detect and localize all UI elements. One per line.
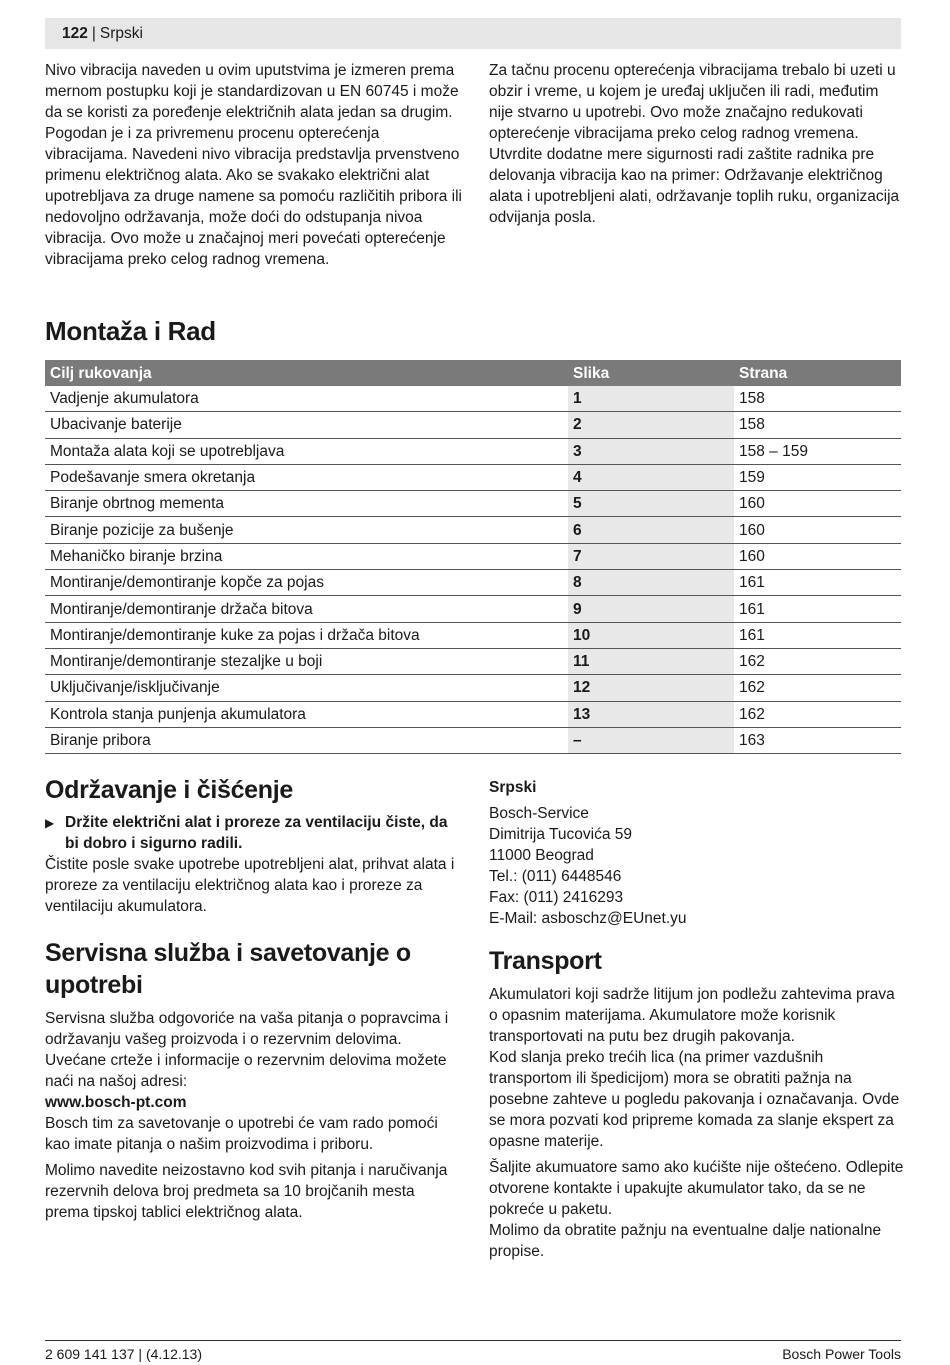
table-row — [45, 517, 901, 543]
cell-figure: 4 — [568, 464, 734, 490]
cell-goal: Montiranje/demontiranje stezaljke u boji — [45, 648, 568, 674]
address-fax: Fax: (011) 2416293 — [489, 889, 624, 906]
cell-goal: Biranje obrtnog mementa — [45, 491, 568, 517]
cell-page: 160 — [734, 491, 901, 517]
table-row — [45, 648, 901, 674]
cell-goal: Biranje pribora — [45, 727, 568, 753]
column-header-goal: Cilj rukovanja — [45, 360, 568, 386]
page-number: 122 — [62, 25, 88, 42]
cell-goal: Biranje pozicije za bušenje — [45, 517, 568, 543]
address-line: Bosch-Service — [489, 805, 589, 822]
servis-title: Servisna služba i savetovanje o upotrebi — [45, 939, 411, 999]
cell-page: 161 — [734, 622, 901, 648]
safety-bullet — [45, 812, 460, 854]
table-row — [45, 570, 901, 596]
montaza-title: Montaža i Rad — [45, 316, 216, 346]
cell-figure: 3 — [568, 438, 734, 464]
cell-figure: 7 — [568, 543, 734, 569]
vibration-paragraph-right: Za tačnu procenu opterećenja vibracijama trebalo bi uzeti u obzir i vreme, u kojem je uređaj uključen ili radi, međutim nije stvarno u upotrebi. Ovo može značajno redukovati opterećenje vibracijama preko celog radnog vremena. Utvrdite dodatne mere sigurnosti radi zaštite radnika pre delovanja vibracija kao na primer: Održavanje električnog alata i upotrebljeni alati, održavanje toplih ruku, organizacija odvijanja posla. — [489, 62, 900, 226]
table-row — [45, 543, 901, 569]
transport-title: Transport — [489, 947, 602, 975]
address-heading: Srpski — [489, 779, 537, 796]
cell-page: 160 — [734, 517, 901, 543]
cell-page: 162 — [734, 701, 901, 727]
cell-page: 160 — [734, 543, 901, 569]
table-row — [45, 438, 901, 464]
cell-figure: 13 — [568, 701, 734, 727]
cell-figure: 11 — [568, 648, 734, 674]
table-header-row — [45, 360, 901, 386]
page-header — [45, 18, 901, 49]
safety-bullet-text: Držite električni alat i proreze za ventilaciju čiste, da bi dobro i sigurno radili. — [65, 814, 448, 852]
cell-figure: 9 — [568, 596, 734, 622]
footer-doc-number: 2 609 141 137 | (4.12.13) — [45, 1346, 202, 1362]
cell-goal: Kontrola stanja punjenja akumulatora — [45, 701, 568, 727]
transport-paragraph-1: Akumulatori koji sadrže litijum jon podležu zahtevima prava o opasnim materijama. Akumulatore može korisnik transportovati na putu bez drugih pakovanja. — [489, 986, 895, 1045]
cell-goal: Montiranje/demontiranje držača bitova — [45, 596, 568, 622]
page-footer — [45, 1340, 901, 1365]
bullet-triangle-icon: ▶ — [45, 816, 55, 830]
table-row — [45, 727, 901, 753]
cell-goal: Podešavanje smera okretanja — [45, 464, 568, 490]
intro-right-column — [489, 60, 904, 228]
cell-goal: Montiranje/demontiranje kopče za pojas — [45, 570, 568, 596]
header-separator: | — [91, 25, 96, 42]
header-language: Srpski — [99, 25, 143, 42]
address-email: E-Mail: asboschz@EUnet.yu — [489, 910, 687, 927]
table-row — [45, 386, 901, 412]
cell-figure: 6 — [568, 517, 734, 543]
column-header-figure: Slika — [568, 360, 734, 386]
cleaning-paragraph: Čistite posle svake upotrebe upotrebljeni alat, prihvat alata i proreze za ventilaciju električnog alata kao i proreze za ventilaciju akumulatora. — [45, 856, 455, 915]
cell-goal: Mehaničko biranje brzina — [45, 543, 568, 569]
operations-table — [45, 360, 901, 754]
cell-figure: – — [568, 727, 734, 753]
intro-left-column — [45, 60, 463, 270]
cell-goal: Vadjenje akumulatora — [45, 386, 568, 412]
address-line: 11000 Beograd — [489, 847, 594, 864]
address-section — [489, 777, 904, 1262]
servis-paragraph-2: Bosch tim za savetovanje o upotrebi će vam rado pomoći kao imate pitanja o našim proizvodima i priboru. — [45, 1115, 438, 1153]
table-row — [45, 464, 901, 490]
vibration-paragraph-left: Nivo vibracija naveden u ovim uputstvima je izmeren prema mernom postupku koji je standardizovan u EN 60745 i može da se koristi za poređenje električnih alata jedan sa drugim. Pogodan je i za privremenu procenu opterećenja vibracijama. Navedeni nivo vibracija predstavlja prvenstveno primenu električnog alata. Ako se svakako električni alat upotrebljava za druge namene sa pomoću različitih pribora ili nedovoljno održavanja, može doći do odstupanja nivoa vibracija. Ovo može u značajnoj meri povećati opterećenje vibracijama preko celog radnog vremena. — [45, 62, 463, 268]
cell-figure: 1 — [568, 386, 734, 412]
cell-goal: Montiranje/demontiranje kuke za pojas i držača bitova — [45, 622, 568, 648]
table-row — [45, 675, 901, 701]
table-row — [45, 596, 901, 622]
service-url-link[interactable]: www.bosch-pt.com — [45, 1094, 187, 1111]
cell-figure: 8 — [568, 570, 734, 596]
cell-page: 161 — [734, 570, 901, 596]
cell-page: 158 — [734, 412, 901, 438]
table-body — [45, 386, 901, 754]
cell-goal: Ubacivanje baterije — [45, 412, 568, 438]
column-header-page: Strana — [734, 360, 901, 386]
cell-figure: 5 — [568, 491, 734, 517]
table-row — [45, 491, 901, 517]
cell-figure: 10 — [568, 622, 734, 648]
table-row — [45, 701, 901, 727]
servis-paragraph-1: Servisna služba odgovoriće na vaša pitanja o popravcima i održavanju vašeg proizvoda i o rezervnim delovima. Uvećane crteže i informacije o rezervnim delovima možete naći na našoj adresi: — [45, 1010, 449, 1090]
odrzavanje-section — [45, 774, 460, 1223]
cell-page: 158 — [734, 386, 901, 412]
cell-goal: Montaža alata koji se upotrebljava — [45, 438, 568, 464]
montaza-section — [45, 315, 645, 347]
table-row — [45, 412, 901, 438]
servis-paragraph-3: Molimo navedite neizostavno kod svih pitanja i naručivanja rezervnih delova broj predmeta sa 10 brojčanih mesta prema tipskoj tablici električnog alata. — [45, 1162, 448, 1221]
footer-brand: Bosch Power Tools — [782, 1346, 901, 1362]
cell-figure: 2 — [568, 412, 734, 438]
cell-page: 162 — [734, 675, 901, 701]
transport-paragraph-3: Šaljite akumuatore samo ako kućište nije oštećeno. Odlepite otvorene kontakte i upakujte akumulator tako, da se ne pokreće u paketu. — [489, 1159, 904, 1218]
address-line: Dimitrija Tucovića 59 — [489, 826, 632, 843]
cell-page: 158 – 159 — [734, 438, 901, 464]
cell-page: 159 — [734, 464, 901, 490]
cell-figure: 12 — [568, 675, 734, 701]
table-row — [45, 622, 901, 648]
odrzavanje-title: Održavanje i čišćenje — [45, 776, 293, 804]
cell-goal: Uključivanje/isključivanje — [45, 675, 568, 701]
address-phone: Tel.: (011) 6448546 — [489, 868, 622, 885]
cell-page: 162 — [734, 648, 901, 674]
cell-page: 161 — [734, 596, 901, 622]
cell-page: 163 — [734, 727, 901, 753]
transport-paragraph-2: Kod slanja preko trećih lica (na primer vazdušnih transportom ili špedicijom) mora se obratiti pažnja na posebne zahteve u pogledu pakovanja i označavanja. Ovde se mora pozvati kod pripreme komada za slanje ekspert za opasne materije. — [489, 1049, 900, 1150]
transport-paragraph-4: Molimo da obratite pažnju na eventualne dalje nationalne propise. — [489, 1222, 882, 1260]
